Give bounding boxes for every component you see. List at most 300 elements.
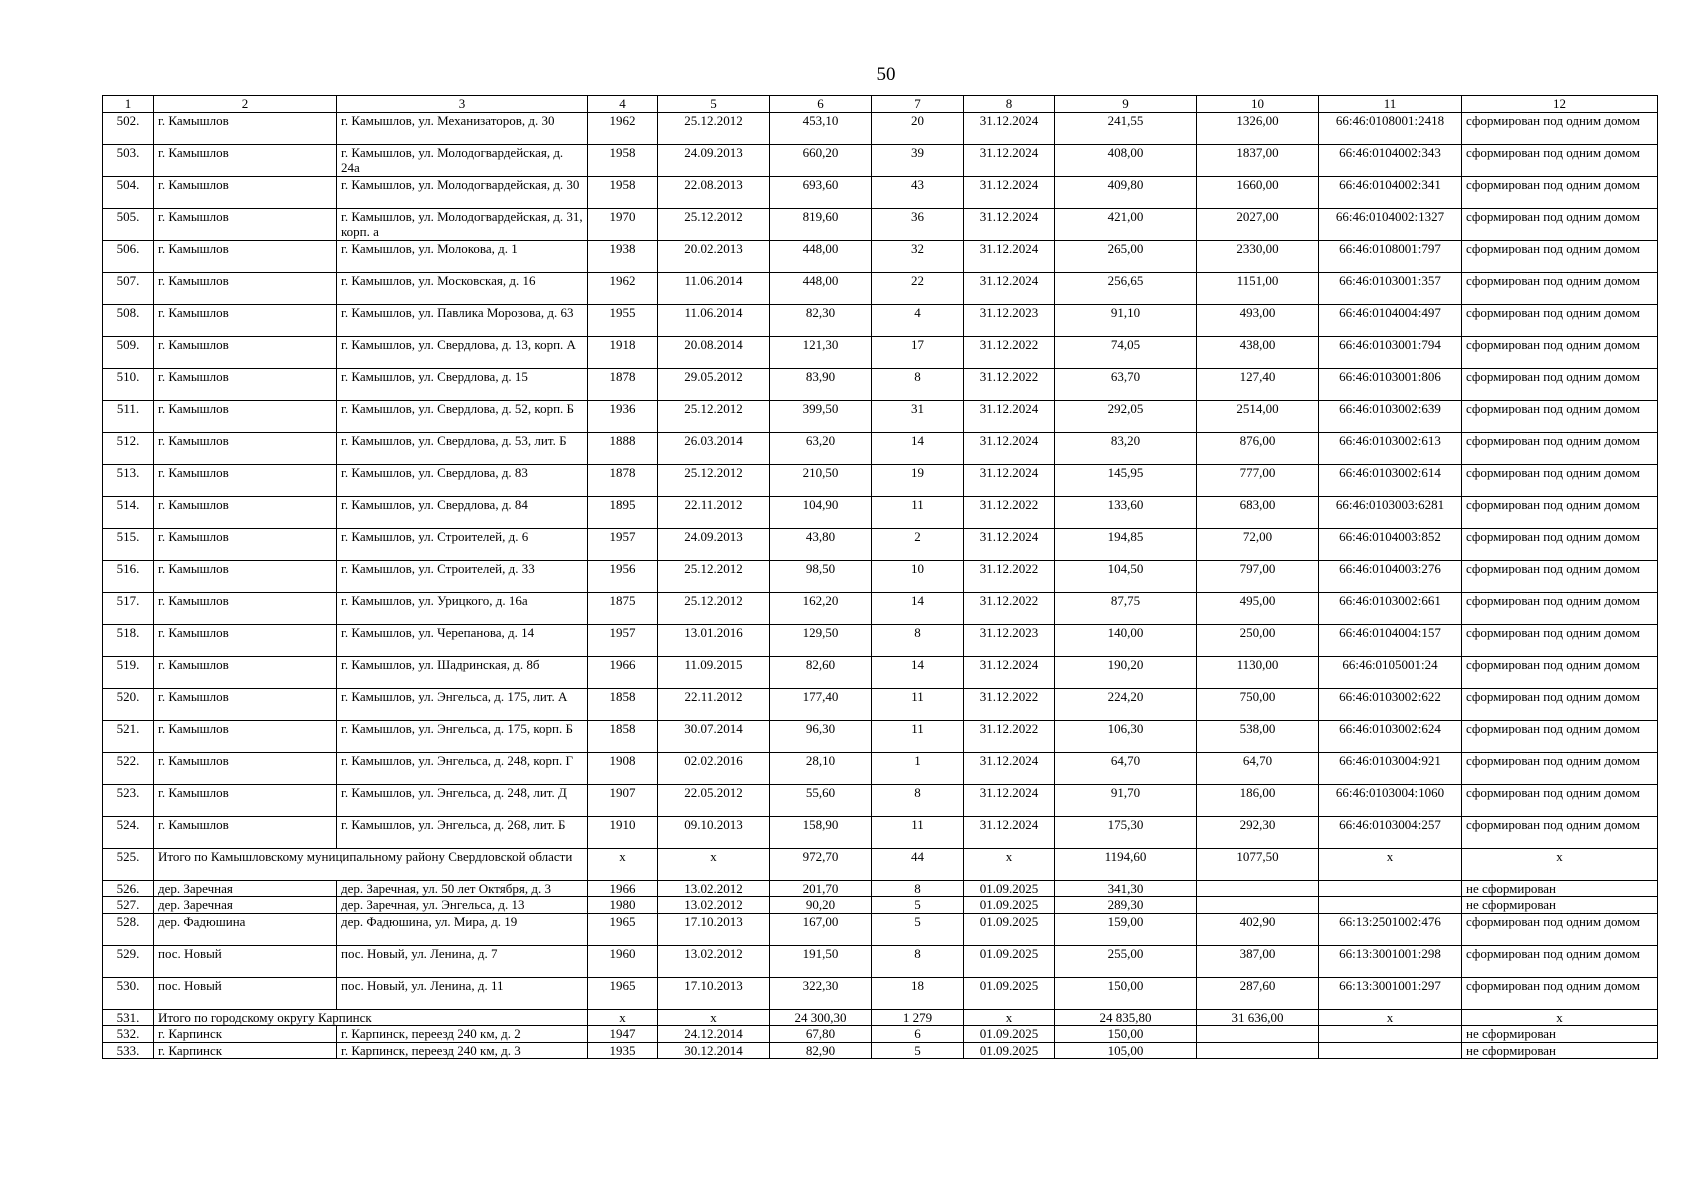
area: 96,30 — [770, 720, 872, 752]
recognition-date: 29.05.2012 — [658, 368, 770, 400]
area: 98,50 — [770, 560, 872, 592]
year-built: 1938 — [588, 240, 658, 272]
cadastral-number — [1319, 1042, 1462, 1059]
column-header: 1 — [103, 96, 154, 113]
column-10-value: 186,00 — [1197, 784, 1319, 816]
column-9-value: 289,30 — [1055, 897, 1197, 914]
area: 90,20 — [770, 897, 872, 914]
cadastral-number: 66:46:0103002:661 — [1319, 592, 1462, 624]
total-people: 44 — [872, 848, 964, 880]
land-status: сформирован под одним домом — [1462, 368, 1658, 400]
resettlement-deadline: 31.12.2022 — [964, 560, 1055, 592]
column-9-value: 159,00 — [1055, 913, 1197, 945]
cadastral-number: 66:46:0103002:622 — [1319, 688, 1462, 720]
residents: 22 — [872, 272, 964, 304]
address: г. Камышлов, ул. Свердлова, д. 53, лит. Б — [337, 432, 588, 464]
year-built: 1936 — [588, 400, 658, 432]
column-header: 12 — [1462, 96, 1658, 113]
settlement: дер. Фадюшина — [154, 913, 337, 945]
land-status: сформирован под одним домом — [1462, 208, 1658, 240]
residents: 2 — [872, 528, 964, 560]
table-row — [103, 240, 1658, 272]
resettlement-deadline: 01.09.2025 — [964, 977, 1055, 1009]
land-status: не сформирован — [1462, 1026, 1658, 1043]
year-built: 1875 — [588, 592, 658, 624]
cadastral-number: 66:46:0104003:852 — [1319, 528, 1462, 560]
column-9-value: 87,75 — [1055, 592, 1197, 624]
residents: 39 — [872, 144, 964, 176]
residents: 11 — [872, 688, 964, 720]
year-built: 1878 — [588, 464, 658, 496]
year-built: 1908 — [588, 752, 658, 784]
row-number: 504. — [103, 176, 154, 208]
residents: 31 — [872, 400, 964, 432]
year-built: 1895 — [588, 496, 658, 528]
year-built: 1858 — [588, 688, 658, 720]
recognition-date: 17.10.2013 — [658, 977, 770, 1009]
address: пос. Новый, ул. Ленина, д. 7 — [337, 945, 588, 977]
column-10-value: 1660,00 — [1197, 176, 1319, 208]
cadastral-number: 66:13:2501002:476 — [1319, 913, 1462, 945]
land-status: сформирован под одним домом — [1462, 688, 1658, 720]
row-number: 533. — [103, 1042, 154, 1059]
area: 210,50 — [770, 464, 872, 496]
cadastral-number: 66:13:3001001:297 — [1319, 977, 1462, 1009]
total-label: Итого по Камышловскому муниципальному району Свердловской области — [154, 848, 588, 880]
total-year: х — [588, 848, 658, 880]
year-built: 1958 — [588, 144, 658, 176]
recognition-date: 11.06.2014 — [658, 304, 770, 336]
row-number: 507. — [103, 272, 154, 304]
table-row — [103, 784, 1658, 816]
year-built: 1935 — [588, 1042, 658, 1059]
address: г. Камышлов, ул. Молокова, д. 1 — [337, 240, 588, 272]
row-number: 519. — [103, 656, 154, 688]
total-cad: х — [1319, 1009, 1462, 1026]
recognition-date: 13.02.2012 — [658, 945, 770, 977]
resettlement-deadline: 31.12.2022 — [964, 368, 1055, 400]
residents: 18 — [872, 977, 964, 1009]
resettlement-deadline: 31.12.2024 — [964, 400, 1055, 432]
resettlement-deadline: 01.09.2025 — [964, 880, 1055, 897]
year-built: 1888 — [588, 432, 658, 464]
area: 158,90 — [770, 816, 872, 848]
year-built: 1910 — [588, 816, 658, 848]
settlement: пос. Новый — [154, 977, 337, 1009]
total-label: Итого по городскому округу Карпинск — [154, 1009, 588, 1026]
table-row — [103, 304, 1658, 336]
table-row — [103, 368, 1658, 400]
cadastral-number: 66:46:0103001:794 — [1319, 336, 1462, 368]
resettlement-deadline: 01.09.2025 — [964, 897, 1055, 914]
address: г. Камышлов, ул. Энгельса, д. 268, лит. Б — [337, 816, 588, 848]
land-status: сформирован под одним домом — [1462, 720, 1658, 752]
address: г. Камышлов, ул. Энгельса, д. 248, корп. Г — [337, 752, 588, 784]
column-10-value: 493,00 — [1197, 304, 1319, 336]
address: г. Камышлов, ул. Свердлова, д. 52, корп. Б — [337, 400, 588, 432]
cadastral-number: 66:46:0104004:157 — [1319, 624, 1462, 656]
row-number: 524. — [103, 816, 154, 848]
recognition-date: 20.08.2014 — [658, 336, 770, 368]
area: 167,00 — [770, 913, 872, 945]
column-9-value: 292,05 — [1055, 400, 1197, 432]
year-built: 1965 — [588, 913, 658, 945]
resettlement-deadline: 31.12.2024 — [964, 272, 1055, 304]
area: 28,10 — [770, 752, 872, 784]
table-row — [103, 816, 1658, 848]
column-10-value: 64,70 — [1197, 752, 1319, 784]
recognition-date: 13.01.2016 — [658, 624, 770, 656]
settlement: г. Камышлов — [154, 336, 337, 368]
row-number: 521. — [103, 720, 154, 752]
area: 177,40 — [770, 688, 872, 720]
year-built: 1956 — [588, 560, 658, 592]
column-header: 3 — [337, 96, 588, 113]
table-row — [103, 897, 1658, 914]
residents: 14 — [872, 592, 964, 624]
residents: 8 — [872, 368, 964, 400]
area: 201,70 — [770, 880, 872, 897]
residents: 6 — [872, 1026, 964, 1043]
cadastral-number — [1319, 880, 1462, 897]
row-number: 510. — [103, 368, 154, 400]
year-built: 1918 — [588, 336, 658, 368]
column-10-value: 683,00 — [1197, 496, 1319, 528]
recognition-date: 30.12.2014 — [658, 1042, 770, 1059]
land-status: сформирован под одним домом — [1462, 272, 1658, 304]
land-status: сформирован под одним домом — [1462, 400, 1658, 432]
resettlement-deadline: 31.12.2022 — [964, 688, 1055, 720]
cadastral-number: 66:46:0103002:639 — [1319, 400, 1462, 432]
row-number: 522. — [103, 752, 154, 784]
column-9-value: 265,00 — [1055, 240, 1197, 272]
settlement: г. Камышлов — [154, 304, 337, 336]
settlement: г. Камышлов — [154, 144, 337, 176]
total-cad: х — [1319, 848, 1462, 880]
table-row — [103, 144, 1658, 176]
total-people: 1 279 — [872, 1009, 964, 1026]
settlement: г. Камышлов — [154, 528, 337, 560]
table-row — [103, 336, 1658, 368]
settlement: г. Камышлов — [154, 400, 337, 432]
total-row — [103, 1009, 1658, 1026]
row-number: 513. — [103, 464, 154, 496]
row-number: 508. — [103, 304, 154, 336]
resettlement-deadline: 01.09.2025 — [964, 945, 1055, 977]
column-10-value — [1197, 880, 1319, 897]
residents: 1 — [872, 752, 964, 784]
table-row — [103, 720, 1658, 752]
recognition-date: 25.12.2012 — [658, 464, 770, 496]
year-built: 1966 — [588, 880, 658, 897]
resettlement-deadline: 31.12.2024 — [964, 432, 1055, 464]
address: г. Камышлов, ул. Урицкого, д. 16а — [337, 592, 588, 624]
area: 55,60 — [770, 784, 872, 816]
resettlement-deadline: 31.12.2024 — [964, 752, 1055, 784]
year-built: 1958 — [588, 176, 658, 208]
total-year: х — [588, 1009, 658, 1026]
table-row — [103, 208, 1658, 240]
settlement: г. Камышлов — [154, 560, 337, 592]
column-9-value: 104,50 — [1055, 560, 1197, 592]
cadastral-number — [1319, 1026, 1462, 1043]
residents: 11 — [872, 816, 964, 848]
land-status: не сформирован — [1462, 897, 1658, 914]
row-number: 532. — [103, 1026, 154, 1043]
total-a10: 1077,50 — [1197, 848, 1319, 880]
address: г. Камышлов, ул. Черепанова, д. 14 — [337, 624, 588, 656]
column-10-value: 797,00 — [1197, 560, 1319, 592]
land-status: сформирован под одним домом — [1462, 240, 1658, 272]
settlement: г. Камышлов — [154, 688, 337, 720]
row-number: 503. — [103, 144, 154, 176]
land-status: сформирован под одним домом — [1462, 977, 1658, 1009]
recognition-date: 20.02.2013 — [658, 240, 770, 272]
year-built: 1957 — [588, 528, 658, 560]
address: г. Камышлов, ул. Энгельса, д. 175, корп. Б — [337, 720, 588, 752]
recognition-date: 25.12.2012 — [658, 400, 770, 432]
column-10-value: 402,90 — [1197, 913, 1319, 945]
address: г. Камышлов, ул. Механизаторов, д. 30 — [337, 112, 588, 144]
cadastral-number: 66:46:0104003:276 — [1319, 560, 1462, 592]
column-10-value: 1326,00 — [1197, 112, 1319, 144]
row-number: 512. — [103, 432, 154, 464]
land-status: сформирован под одним домом — [1462, 945, 1658, 977]
area: 121,30 — [770, 336, 872, 368]
settlement: г. Камышлов — [154, 624, 337, 656]
table-row — [103, 1042, 1658, 1059]
area: 82,90 — [770, 1042, 872, 1059]
cadastral-number: 66:46:0104002:1327 — [1319, 208, 1462, 240]
area: 83,90 — [770, 368, 872, 400]
column-header: 10 — [1197, 96, 1319, 113]
residents: 8 — [872, 880, 964, 897]
residents: 5 — [872, 897, 964, 914]
column-9-value: 150,00 — [1055, 977, 1197, 1009]
column-10-value: 438,00 — [1197, 336, 1319, 368]
recognition-date: 30.07.2014 — [658, 720, 770, 752]
row-number: 502. — [103, 112, 154, 144]
settlement: г. Камышлов — [154, 784, 337, 816]
residents: 8 — [872, 624, 964, 656]
total-a10: 31 636,00 — [1197, 1009, 1319, 1026]
address: г. Камышлов, ул. Свердлова, д. 13, корп. А — [337, 336, 588, 368]
residents: 20 — [872, 112, 964, 144]
row-number: 518. — [103, 624, 154, 656]
total-a9: 1194,60 — [1055, 848, 1197, 880]
table-row — [103, 688, 1658, 720]
resettlement-deadline: 31.12.2024 — [964, 112, 1055, 144]
column-9-value: 224,20 — [1055, 688, 1197, 720]
row-number: 511. — [103, 400, 154, 432]
area: 191,50 — [770, 945, 872, 977]
total-deadline: х — [964, 1009, 1055, 1026]
settlement: пос. Новый — [154, 945, 337, 977]
resettlement-deadline: 31.12.2024 — [964, 656, 1055, 688]
column-header: 9 — [1055, 96, 1197, 113]
area: 453,10 — [770, 112, 872, 144]
resettlement-deadline: 01.09.2025 — [964, 913, 1055, 945]
residents: 10 — [872, 560, 964, 592]
recognition-date: 09.10.2013 — [658, 816, 770, 848]
column-10-value: 2027,00 — [1197, 208, 1319, 240]
address: г. Камышлов, ул. Строителей, д. 6 — [337, 528, 588, 560]
column-header: 2 — [154, 96, 337, 113]
housing-register-table — [102, 95, 1658, 1059]
recognition-date: 24.09.2013 — [658, 144, 770, 176]
row-number: 520. — [103, 688, 154, 720]
column-9-value: 409,80 — [1055, 176, 1197, 208]
row-number: 526. — [103, 880, 154, 897]
area: 162,20 — [770, 592, 872, 624]
land-status: сформирован под одним домом — [1462, 592, 1658, 624]
cadastral-number: 66:46:0103003:6281 — [1319, 496, 1462, 528]
resettlement-deadline: 31.12.2024 — [964, 240, 1055, 272]
resettlement-deadline: 31.12.2023 — [964, 304, 1055, 336]
land-status: сформирован под одним домом — [1462, 528, 1658, 560]
resettlement-deadline: 31.12.2023 — [964, 624, 1055, 656]
recognition-date: 22.05.2012 — [658, 784, 770, 816]
table-row — [103, 560, 1658, 592]
column-9-value: 256,65 — [1055, 272, 1197, 304]
year-built: 1907 — [588, 784, 658, 816]
resettlement-deadline: 31.12.2024 — [964, 816, 1055, 848]
row-number: 529. — [103, 945, 154, 977]
resettlement-deadline: 31.12.2022 — [964, 336, 1055, 368]
column-9-value: 421,00 — [1055, 208, 1197, 240]
recognition-date: 02.02.2016 — [658, 752, 770, 784]
column-9-value: 150,00 — [1055, 1026, 1197, 1043]
address: г. Камышлов, ул. Свердлова, д. 83 — [337, 464, 588, 496]
recognition-date: 11.06.2014 — [658, 272, 770, 304]
land-status: сформирован под одним домом — [1462, 144, 1658, 176]
settlement: г. Камышлов — [154, 112, 337, 144]
land-status: сформирован под одним домом — [1462, 752, 1658, 784]
address: г. Камышлов, ул. Энгельса, д. 175, лит. А — [337, 688, 588, 720]
table-row — [103, 432, 1658, 464]
area: 399,50 — [770, 400, 872, 432]
address: г. Камышлов, ул. Московская, д. 16 — [337, 272, 588, 304]
land-status: сформирован под одним домом — [1462, 784, 1658, 816]
row-number: 523. — [103, 784, 154, 816]
column-9-value: 91,10 — [1055, 304, 1197, 336]
row-number: 516. — [103, 560, 154, 592]
address: г. Камышлов, ул. Свердлова, д. 84 — [337, 496, 588, 528]
table-row — [103, 112, 1658, 144]
area: 660,20 — [770, 144, 872, 176]
address: г. Камышлов, ул. Шадринская, д. 8б — [337, 656, 588, 688]
year-built: 1947 — [588, 1026, 658, 1043]
table-row — [103, 656, 1658, 688]
recognition-date: 24.09.2013 — [658, 528, 770, 560]
land-status: сформирован под одним домом — [1462, 336, 1658, 368]
table-row — [103, 176, 1658, 208]
area: 43,80 — [770, 528, 872, 560]
land-status: не сформирован — [1462, 880, 1658, 897]
year-built: 1962 — [588, 272, 658, 304]
cadastral-number: 66:46:0104004:497 — [1319, 304, 1462, 336]
year-built: 1955 — [588, 304, 658, 336]
land-status: не сформирован — [1462, 1042, 1658, 1059]
column-9-value: 194,85 — [1055, 528, 1197, 560]
column-10-value: 777,00 — [1197, 464, 1319, 496]
residents: 5 — [872, 1042, 964, 1059]
column-10-value: 538,00 — [1197, 720, 1319, 752]
row-number: 514. — [103, 496, 154, 528]
address: г. Камышлов, ул. Молодогвардейская, д. 31, корп. а — [337, 208, 588, 240]
area: 322,30 — [770, 977, 872, 1009]
column-10-value: 292,30 — [1197, 816, 1319, 848]
resettlement-deadline: 31.12.2022 — [964, 592, 1055, 624]
recognition-date: 25.12.2012 — [658, 560, 770, 592]
settlement: г. Камышлов — [154, 816, 337, 848]
area: 448,00 — [770, 240, 872, 272]
year-built: 1966 — [588, 656, 658, 688]
column-header: 5 — [658, 96, 770, 113]
column-10-value: 1130,00 — [1197, 656, 1319, 688]
cadastral-number: 66:13:3001001:298 — [1319, 945, 1462, 977]
settlement: г. Камышлов — [154, 592, 337, 624]
column-9-value: 63,70 — [1055, 368, 1197, 400]
cadastral-number — [1319, 897, 1462, 914]
settlement: г. Камышлов — [154, 464, 337, 496]
resettlement-deadline: 31.12.2024 — [964, 464, 1055, 496]
column-header: 7 — [872, 96, 964, 113]
total-status: х — [1462, 848, 1658, 880]
page-number: 50 — [876, 64, 896, 85]
residents: 5 — [872, 913, 964, 945]
column-9-value: 255,00 — [1055, 945, 1197, 977]
resettlement-deadline: 31.12.2024 — [964, 144, 1055, 176]
address: пос. Новый, ул. Ленина, д. 11 — [337, 977, 588, 1009]
settlement: г. Карпинск — [154, 1026, 337, 1043]
table-row — [103, 880, 1658, 897]
column-10-value: 1151,00 — [1197, 272, 1319, 304]
table-body — [103, 96, 1658, 1059]
table-row — [103, 1026, 1658, 1043]
address: г. Камышлов, ул. Молодогвардейская, д. 24а — [337, 144, 588, 176]
cadastral-number: 66:46:0104002:341 — [1319, 176, 1462, 208]
resettlement-deadline: 31.12.2022 — [964, 720, 1055, 752]
column-9-value: 341,30 — [1055, 880, 1197, 897]
row-number: 525. — [103, 848, 154, 880]
area: 82,30 — [770, 304, 872, 336]
total-row — [103, 848, 1658, 880]
column-9-value: 91,70 — [1055, 784, 1197, 816]
settlement: дер. Заречная — [154, 880, 337, 897]
area: 129,50 — [770, 624, 872, 656]
resettlement-deadline: 31.12.2024 — [964, 784, 1055, 816]
total-area: 972,70 — [770, 848, 872, 880]
table-row — [103, 592, 1658, 624]
column-header: 4 — [588, 96, 658, 113]
land-status: сформирован под одним домом — [1462, 496, 1658, 528]
column-9-value: 83,20 — [1055, 432, 1197, 464]
row-number: 530. — [103, 977, 154, 1009]
row-number: 506. — [103, 240, 154, 272]
column-header: 8 — [964, 96, 1055, 113]
residents: 11 — [872, 496, 964, 528]
year-built: 1962 — [588, 112, 658, 144]
row-number: 505. — [103, 208, 154, 240]
cadastral-number: 66:46:0103001:806 — [1319, 368, 1462, 400]
cadastral-number: 66:46:0105001:24 — [1319, 656, 1462, 688]
year-built: 1878 — [588, 368, 658, 400]
cadastral-number: 66:46:0108001:797 — [1319, 240, 1462, 272]
resettlement-deadline: 01.09.2025 — [964, 1042, 1055, 1059]
row-number: 531. — [103, 1009, 154, 1026]
land-status: сформирован под одним домом — [1462, 560, 1658, 592]
